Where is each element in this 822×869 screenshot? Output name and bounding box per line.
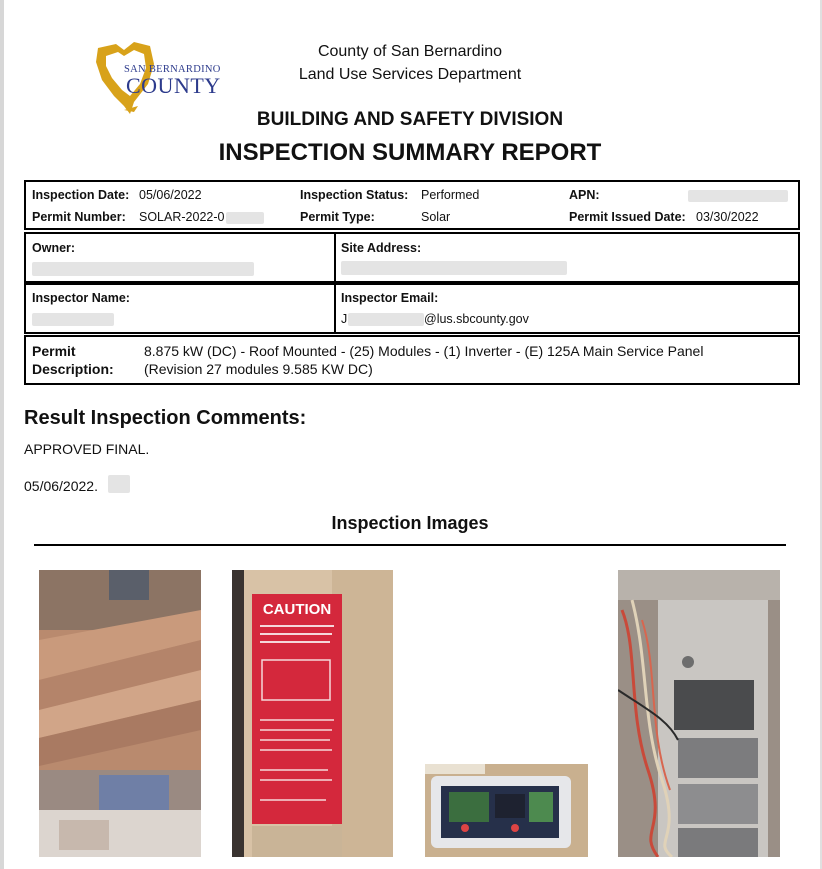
page-edge: [0, 0, 4, 869]
permit-type-label: Permit Type:: [300, 210, 375, 224]
redacted-owner: [32, 262, 254, 276]
division-title: BUILDING AND SAFETY DIVISION: [256, 109, 564, 130]
inspection-info-box: [24, 180, 800, 230]
inspection-status-value: Performed: [421, 188, 480, 202]
logo-text: COUNTY: [126, 73, 221, 98]
permit-description-label: Permit: [32, 343, 76, 359]
owner-label: Owner:: [32, 241, 76, 255]
redacted-permit-number: [226, 212, 264, 224]
permit-number-value: SOLAR-2022-0: [139, 210, 225, 224]
inspector-email-label: Inspector Email:: [341, 291, 439, 305]
logo-text: SAN BERNARDINO: [124, 64, 221, 75]
owner-address-box: [24, 232, 800, 283]
permit-issued-label: Permit Issued Date:: [569, 210, 686, 224]
report-title: INSPECTION SUMMARY REPORT: [218, 139, 602, 166]
column-divider: [334, 285, 336, 332]
permit-issued-value: 03/30/2022: [696, 210, 759, 224]
inspection-status-label: Inspection Status:: [300, 188, 409, 202]
county-name: County of San Bernardino: [317, 43, 503, 60]
images-heading: Inspection Images: [331, 513, 489, 533]
inspection-photo-caution-label[interactable]: [232, 570, 393, 857]
images-divider: [34, 544, 786, 546]
permit-description-box: [24, 335, 800, 385]
inspection-date-value: 05/06/2022: [139, 188, 202, 202]
inspection-date-label: Inspection Date:: [32, 188, 130, 202]
site-address-label: Site Address:: [341, 241, 422, 255]
apn-label: APN:: [569, 188, 600, 202]
redacted-apn: [688, 190, 788, 202]
inspector-email-prefix: J: [341, 312, 348, 326]
caution-label-text: CAUTION: [262, 601, 332, 618]
comment-line: 05/06/2022.: [24, 478, 98, 494]
redacted-site-address: [341, 261, 567, 275]
permit-description-label: Description:: [32, 361, 114, 377]
department-name: Land Use Services Department: [298, 66, 522, 83]
permit-number-label: Permit Number:: [32, 210, 126, 224]
redacted-comment: [108, 475, 130, 493]
redacted-inspector-name: [32, 313, 114, 326]
comments-heading: Result Inspection Comments:: [24, 407, 307, 429]
permit-type-value: Solar: [421, 210, 451, 224]
inspector-box: [24, 283, 800, 334]
inspection-photo-service-panel[interactable]: [618, 570, 780, 857]
column-divider: [334, 234, 336, 281]
county-logo: [94, 40, 234, 116]
redacted-inspector-email: [348, 313, 424, 326]
inspector-email-suffix: @lus.sbcounty.gov: [424, 312, 529, 326]
inspection-photo-junction-box[interactable]: [425, 764, 588, 857]
permit-description-text: (Revision 27 modules 9.585 KW DC): [144, 361, 373, 377]
inspection-photo-roof[interactable]: [39, 570, 201, 857]
comment-line: APPROVED FINAL.: [24, 441, 150, 457]
inspector-name-label: Inspector Name:: [32, 291, 130, 305]
permit-description-text: 8.875 kW (DC) - Roof Mounted - (25) Modules - (1) Inverter - (E) 125A Main Service Panel: [144, 343, 704, 359]
